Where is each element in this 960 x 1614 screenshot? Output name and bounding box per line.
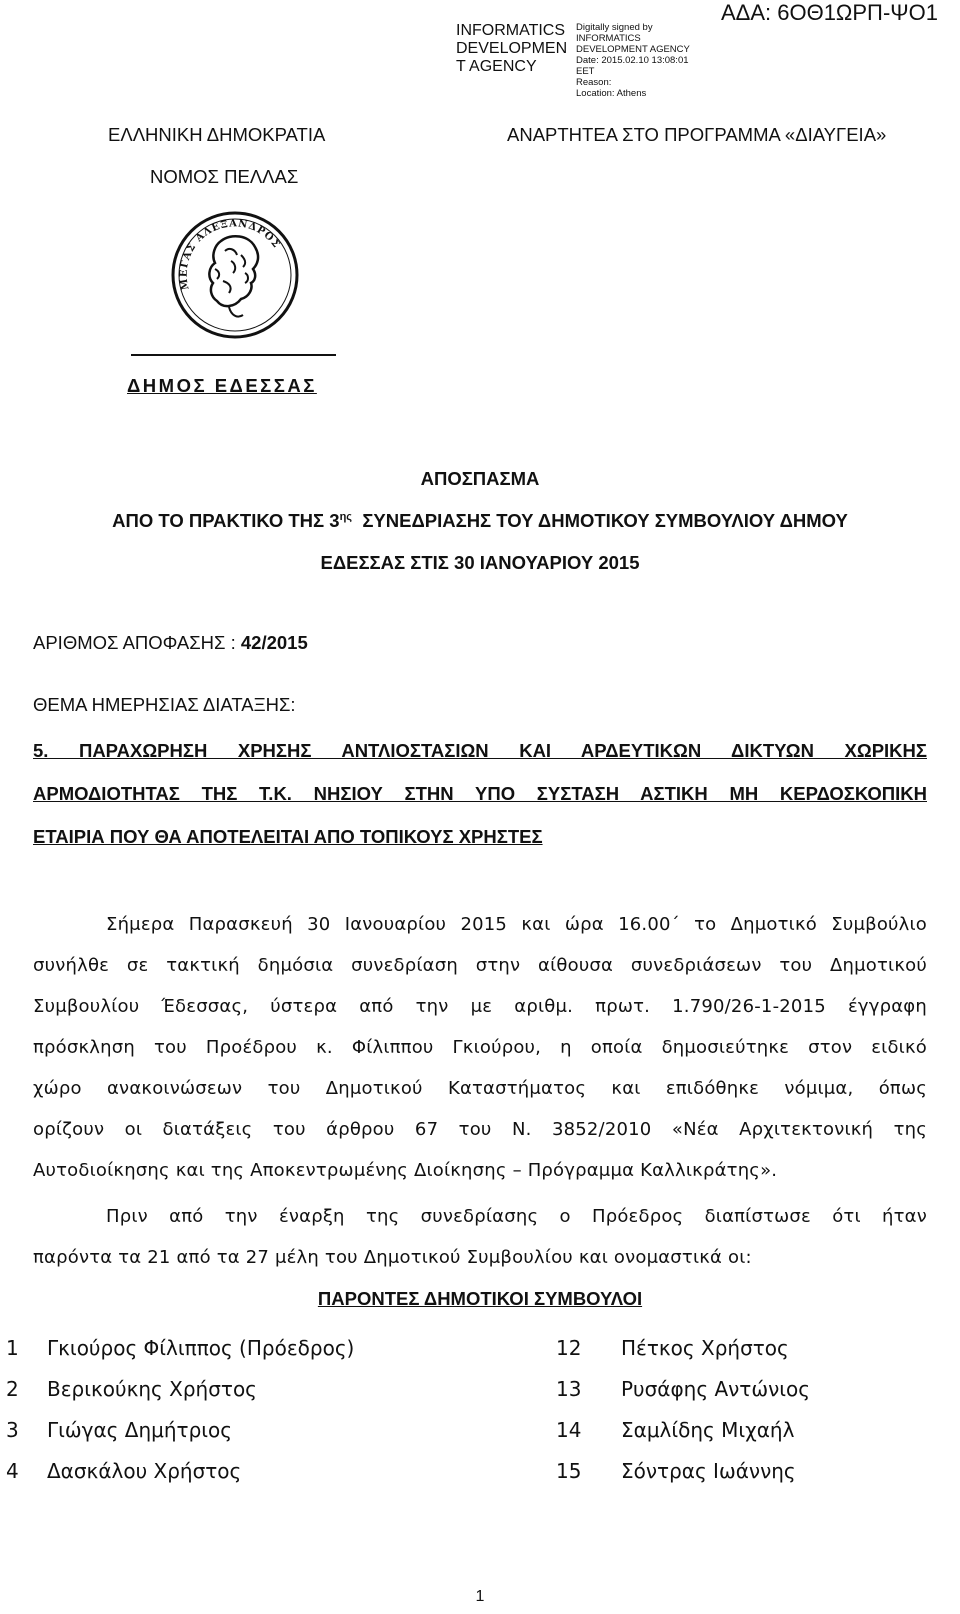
signature-detail-line: Reason: <box>576 77 612 88</box>
signature-org <box>456 22 567 76</box>
list-item-name: Βερικούκης Χρήστος <box>47 1377 257 1401</box>
seal-emblem <box>171 211 299 339</box>
divider-line <box>131 354 336 356</box>
list-item-name: Δασκάλου Χρήστος <box>47 1459 242 1483</box>
subject-line: ΕΤΑΙΡΙΑ ΠΟΥ ΘΑ ΑΠΟΤΕΛΕΙΤΑΙ ΑΠΟ ΤΟΠΙΚΟΥΣ ΧΡΗΣΤΕΣ <box>33 826 543 847</box>
subtitle-post: ΣΥΝΕΔΡΙΑΣΗΣ ΤΟΥ ΔΗΜΟΤΙΚΟΥ ΣΥΜΒΟΥΛΙΟΥ ΔΗΜΟΥ <box>362 510 848 531</box>
body-line: Συμβουλίου Έδεσσας, ύστερα από την με αριθμ. πρωτ. 1.790/26-1-2015 έγγραφη <box>33 996 927 1017</box>
list-item-number: 12 <box>556 1336 582 1360</box>
list-item-name: Ρυσάφης Αντώνιος <box>621 1377 811 1401</box>
subtitle-pre: ΑΠΟ ΤΟ ΠΡΑΚΤΙΚΟ ΤΗΣ 3 <box>112 510 340 531</box>
list-item-name: Πέτκος Χρήστος <box>621 1336 789 1360</box>
signature-details <box>576 22 690 99</box>
signature-detail-line: Date: 2015.02.10 13:08:01 <box>576 55 689 66</box>
body-line: Πριν από την έναρξη της συνεδρίασης ο Πρόεδρος διαπίστωσε ότι ήταν <box>106 1206 927 1227</box>
signature-detail-line: DEVELOPMENT AGENCY <box>576 44 690 55</box>
document-subtitle <box>0 510 960 532</box>
signature-org-line: INFORMATICS <box>456 22 566 39</box>
list-item-number: 4 <box>6 1459 19 1483</box>
subtitle-sup: ης <box>339 510 353 523</box>
body-line: συνήλθε σε τακτική δημόσια συνεδρίαση στην αίθουσα συνεδριάσεων του Δημοτικού <box>33 955 927 976</box>
present-heading: ΠΑΡΟΝΤΕΣ ΔΗΜΟΤΙΚΟΙ ΣΥΜΒΟΥΛΟΙ <box>317 1288 643 1309</box>
signature-detail-line: EET <box>576 66 595 77</box>
list-item-name: Σόντρας Ιωάννης <box>621 1459 796 1483</box>
signature-org-line: T AGENCY <box>456 58 537 75</box>
list-item-number: 3 <box>6 1418 19 1442</box>
signature-detail-line: INFORMATICS <box>576 33 641 44</box>
document-title: ΑΠΟΣΠΑΣΜΑ <box>420 468 540 489</box>
body-line: πρόσκληση του Προέδρου κ. Φίλιππου Γκιούρου, η οποία δημοσιεύτηκε στον ειδικό <box>33 1037 927 1058</box>
decision-number: 42/2015 <box>240 632 308 653</box>
signature-detail-line: Location: Athens <box>576 88 647 99</box>
alexander-seal-icon <box>171 211 299 339</box>
subject-label: ΘΕΜΑ ΗΜΕΡΗΣΙΑΣ ΔΙΑΤΑΞΗΣ: <box>33 694 296 715</box>
body-line: Σήμερα Παρασκευή 30 Ιανουαρίου 2015 και ώρα 16.00΄ το Δημοτικό Συμβούλιο <box>106 914 927 935</box>
list-item-number: 1 <box>6 1336 19 1360</box>
body-line: παρόντα τα 21 από τα 27 μέλη του Δημοτικού Συμβουλίου και ονομαστικά οι: <box>33 1247 752 1268</box>
signature-detail-line: Digitally signed by <box>576 22 653 33</box>
list-item-name: Σαμλίδης Μιχαήλ <box>621 1418 795 1442</box>
list-item-number: 14 <box>556 1418 582 1442</box>
signature-org-line: DEVELOPMEN <box>456 40 568 57</box>
decision-line <box>33 632 308 654</box>
prefecture-heading: ΝΟΜΟΣ ΠΕΛΛΑΣ <box>150 166 299 187</box>
seal-text: ΜΕΓΑΣ ΑΛΕΞΑΝΔΡΟΣ <box>178 218 282 291</box>
body-line: Αυτοδιοίκησης και της Αποκεντρωμένης Διοίκησης – Πρόγραμμα Καλλικράτης». <box>33 1160 778 1181</box>
subject-line: 5. ΠΑΡΑΧΩΡΗΣΗ ΧΡΗΣΗΣ ΑΝΤΛΙΟΣΤΑΣΙΩΝ ΚΑΙ ΑΡΔΕΥΤΙΚΩΝ ΔΙΚΤΥΩΝ ΧΩΡΙΚΗΣ <box>33 740 927 761</box>
republic-heading: ΕΛΛΗΝΙΚΗ ΔΗΜΟΚΡΑΤΙΑ <box>108 124 326 145</box>
body-line: ορίζουν οι διατάξεις του άρθρου 67 του Ν. 3852/2010 «Νέα Αρχιτεκτονική της <box>33 1119 927 1140</box>
document-subtitle-2: ΕΔΕΣΣΑΣ ΣΤΙΣ 30 ΙΑΝΟΥΑΡΙΟΥ 2015 <box>320 552 640 573</box>
ada-code: ΑΔΑ: 6ΟΘ1ΩΡΠ-ΨΟ1 <box>720 0 938 25</box>
municipality-heading: ΔΗΜΟΣ ΕΔΕΣΣΑΣ <box>127 375 317 396</box>
decision-label: ΑΡΙΘΜΟΣ ΑΠΟΦΑΣΗΣ : <box>33 632 236 653</box>
list-item-number: 2 <box>6 1377 19 1401</box>
list-item-name: Γιώγας Δημήτριος <box>47 1418 233 1442</box>
list-item-number: 15 <box>556 1459 582 1483</box>
list-item-number: 13 <box>556 1377 582 1401</box>
diavgeia-note: ΑΝΑΡΤΗΤΕΑ ΣΤΟ ΠΡΟΓΡΑΜΜΑ «ΔΙΑΥΓΕΙΑ» <box>507 124 887 145</box>
subject-line: ΑΡΜΟΔΙΟΤΗΤΑΣ ΤΗΣ Τ.Κ. ΝΗΣΙΟΥ ΣΤΗΝ ΥΠΟ ΣΥΣΤΑΣΗ ΑΣΤΙΚΗ ΜΗ ΚΕΡΔΟΣΚΟΠΙΚΗ <box>33 783 927 804</box>
body-line: χώρο ανακοινώσεων του Δημοτικού Καταστήματος και επιδόθηκε νόμιμα, όπως <box>33 1078 927 1099</box>
list-item-name: Γκιούρος Φίλιππος (Πρόεδρος) <box>47 1336 355 1360</box>
page-number: 1 <box>475 1588 485 1605</box>
